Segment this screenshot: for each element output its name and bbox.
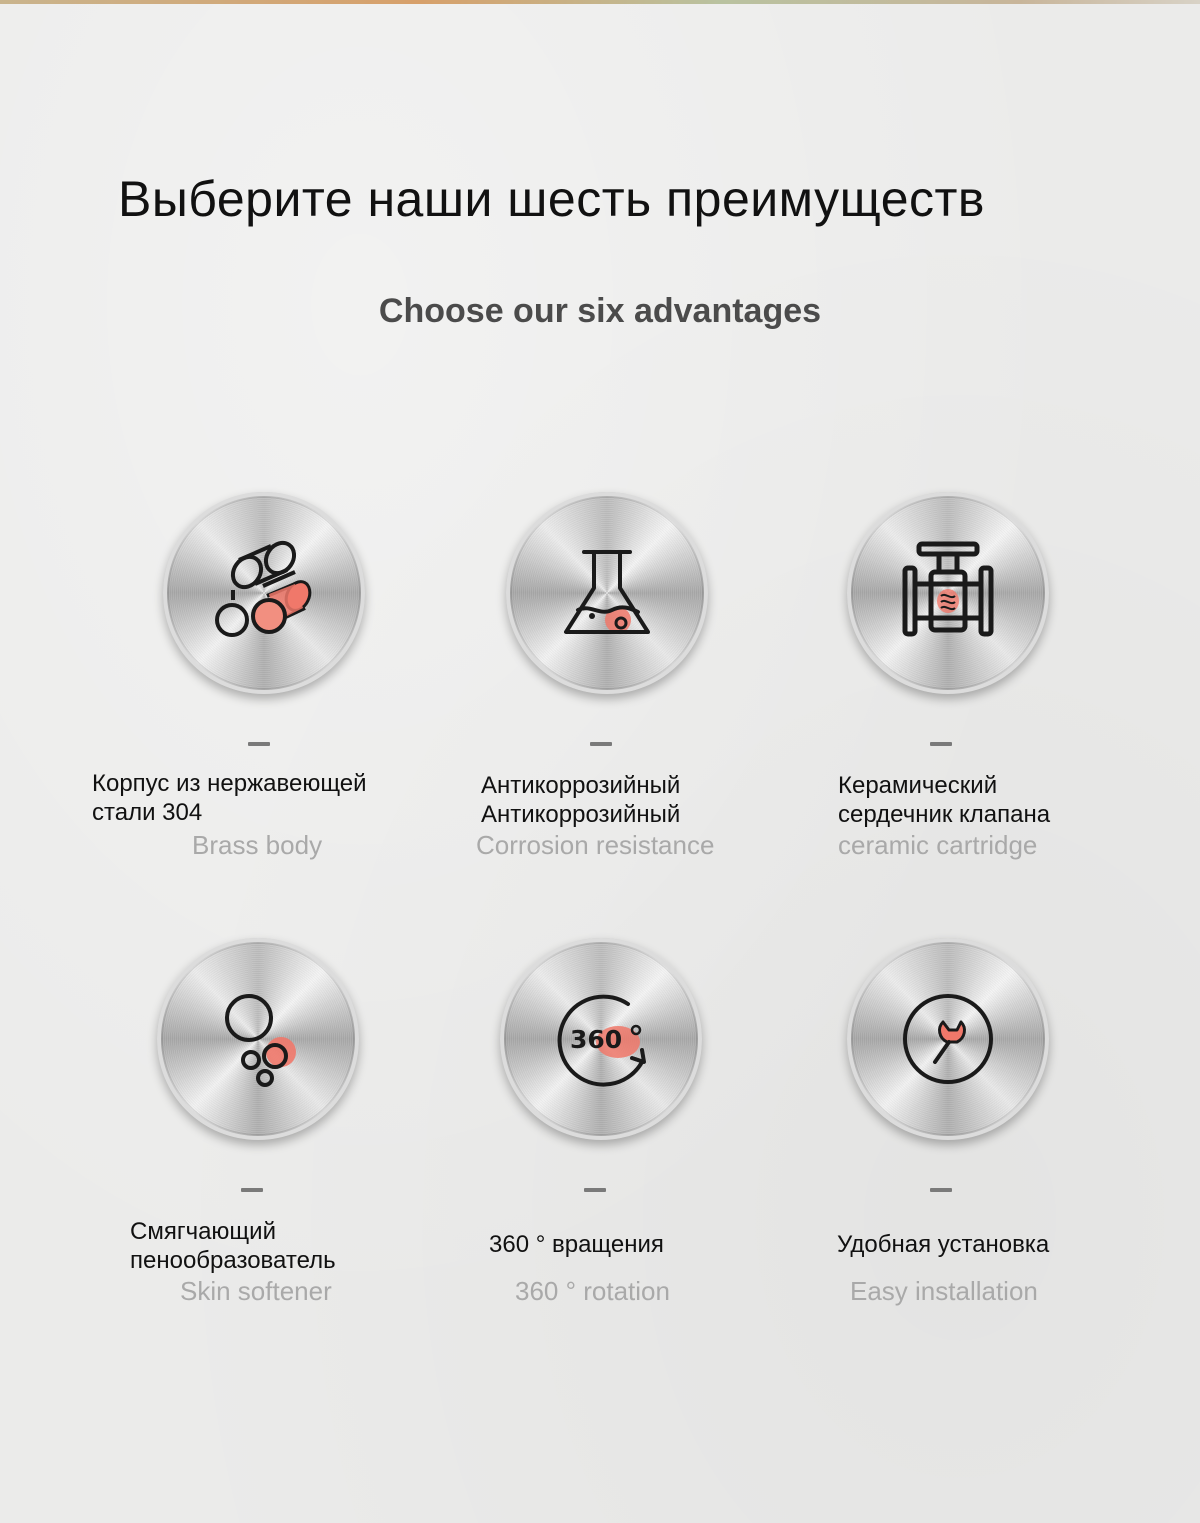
page-subtitle: Choose our six advantages: [378, 292, 822, 330]
page-title: Выберите наши шесть преимуществ: [118, 171, 985, 227]
divider-dash: [584, 1188, 606, 1192]
advantage-ru-label: [92, 769, 367, 827]
divider-dash: [248, 742, 270, 746]
advantage-en-label: Skin softener: [180, 1276, 332, 1306]
advantage-ru-line1: Корпус из нержавеющей: [92, 770, 367, 797]
rotation-360-icon: [500, 938, 702, 1140]
advantage-en-label: Brass body: [192, 830, 323, 860]
advantage-en-label: 360 ° rotation: [515, 1276, 670, 1306]
advantage-ru-line2: пенообразователь: [130, 1247, 336, 1274]
advantage-ru-label: [838, 771, 1050, 829]
bubbles-icon: [157, 938, 359, 1140]
advantage-ru-label: [481, 771, 680, 829]
advantage-disc-corrosion: [506, 492, 708, 694]
advantage-ru-line1: Смягчающий: [130, 1218, 276, 1245]
advantage-ru-line1: 360 ° вращения: [489, 1231, 664, 1258]
advantage-en-label: ceramic cartridge: [838, 830, 1038, 860]
advantage-ru-line2: Антикоррозийный: [481, 801, 681, 828]
advantage-disc-skin-softener: [157, 938, 359, 1140]
advantage-ru-line2: стали 304: [92, 799, 203, 826]
advantage-ru-line1: Керамический: [838, 772, 998, 799]
valve-icon: [847, 492, 1049, 694]
advantage-en-label: Corrosion resistance: [476, 830, 715, 860]
advantage-ru-label: [130, 1217, 336, 1275]
wrench-icon: [847, 938, 1049, 1140]
advantage-ru-label: [489, 1230, 664, 1259]
divider-dash: [590, 742, 612, 746]
advantage-ru-line1: Антикоррозийный: [481, 772, 681, 799]
advantage-disc-360-rotation: [500, 938, 702, 1140]
advantage-disc-ceramic-cartridge: [847, 492, 1049, 694]
advantage-ru-line2: сердечник клапана: [838, 801, 1051, 828]
advantage-disc-brass-body: [163, 492, 365, 694]
pipes-icon: [163, 492, 365, 694]
advantage-ru-label: [837, 1230, 1049, 1259]
divider-dash: [930, 1188, 952, 1192]
advantage-ru-line1: Удобная установка: [837, 1231, 1050, 1258]
divider-dash: [241, 1188, 263, 1192]
flask-icon: [506, 492, 708, 694]
advantage-en-label: Easy installation: [850, 1276, 1038, 1306]
advantage-disc-easy-installation: [847, 938, 1049, 1140]
top-image-strip: [0, 0, 1200, 4]
rotation-badge-text: 360: [570, 1025, 623, 1054]
divider-dash: [930, 742, 952, 746]
